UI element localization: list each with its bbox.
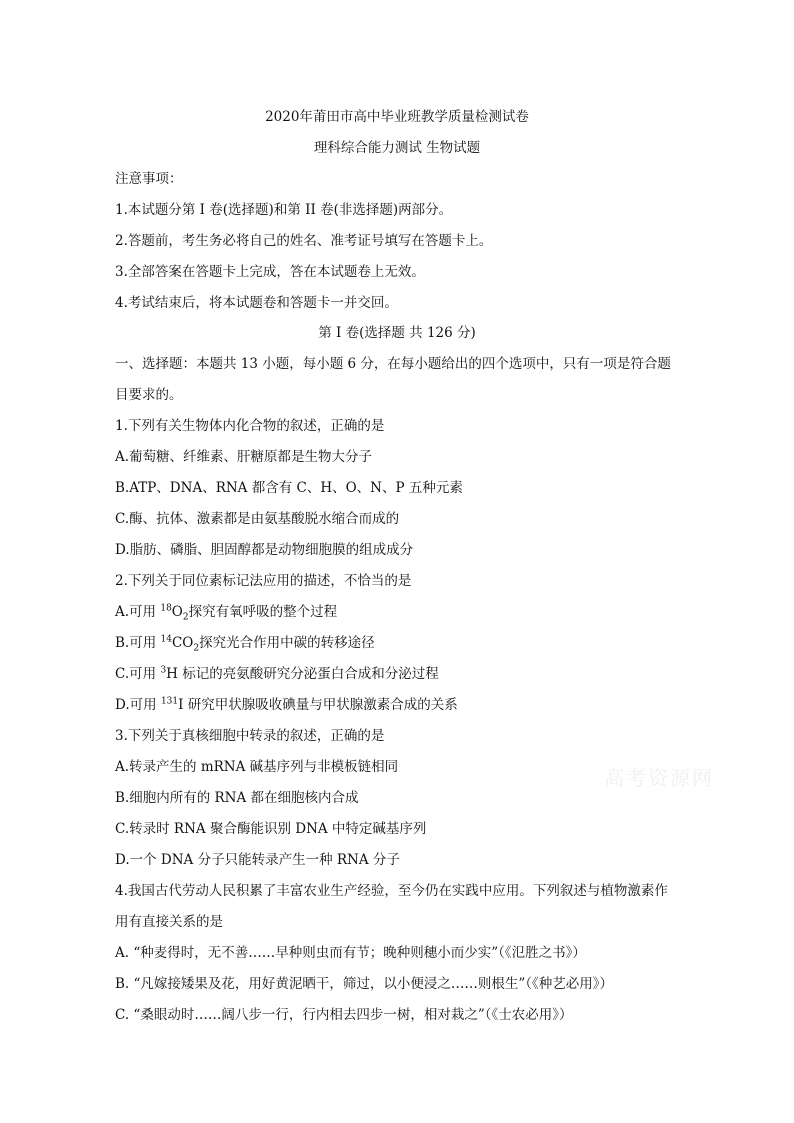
- notice-heading: 注意事项：: [115, 171, 183, 187]
- question-4-stem-cont: 用有直接关系的是: [115, 914, 223, 930]
- exam-title: 2020年莆田市高中毕业班教学质量检测试卷: [265, 109, 529, 125]
- question-3-option-c: C.转录时 RNA 聚合酶能识别 DNA 中特定碱基序列: [115, 821, 427, 837]
- section-instruction: 一、选择题：本题共 13 小题，每小题 6 分，在每小题给出的四个选项中，只有一项是符合题: [115, 356, 671, 372]
- question-4-stem: 4.我国古代劳动人民积累了丰富农业生产经验，至今仍在实践中应用。下列叙述与植物激素作: [115, 883, 668, 899]
- notice-item: 1.本试题分第 I 卷(选择题)和第 II 卷(非选择题)两部分。: [115, 202, 453, 218]
- question-4-option-a: A. “种麦得时，无不善……早种则虫而有节；晚种则穗小而少实”（《氾胜之书》）: [115, 945, 586, 961]
- notice-item: 4.考试结束后，将本试题卷和答题卡一并交回。: [115, 295, 398, 311]
- question-1-option-d: D.脂肪、磷脂、胆固醇都是动物细胞膜的组成成分: [115, 542, 414, 558]
- question-2-option-d: D.可用 $^{131}$I 研究甲状腺吸收碘量与甲状腺激素合成的关系: [115, 696, 458, 713]
- question-1-stem: 1.下列有关生物体内化合物的叙述，正确的是: [115, 418, 385, 434]
- section-instruction-cont: 目要求的。: [115, 387, 183, 403]
- question-2-option-a: A.可用 $^{18}O_2$探究有氧呼吸的整个过程: [115, 603, 338, 623]
- question-3-option-b: B.细胞内所有的 RNA 都在细胞核内合成: [115, 790, 359, 806]
- question-1-option-a: A.葡萄糖、纤维素、肝糖原都是生物大分子: [115, 449, 373, 465]
- question-3-option-a: A.转录产生的 mRNA 碱基序列与非模板链相同: [115, 759, 399, 775]
- notice-item: 3.全部答案在答题卡上完成，答在本试题卷上无效。: [115, 264, 425, 280]
- question-3-stem: 3.下列关于真核细胞中转录的叙述，正确的是: [115, 728, 385, 744]
- question-3-option-d: D.一个 DNA 分子只能转录产生一种 RNA 分子: [115, 852, 400, 868]
- question-2-stem: 2.下列关于同位素标记法应用的描述，不恰当的是: [115, 573, 412, 589]
- exam-subtitle: 理科综合能力测试 生物试题: [313, 140, 481, 156]
- question-2-option-b: B.可用 $^{14}CO_2$探究光合作用中碳的转移途径: [115, 634, 375, 654]
- section-title: 第 I 卷(选择题 共 126 分): [318, 325, 476, 341]
- question-1-option-b: B.ATP、DNA、RNA 都含有 C、H、O、N、P 五种元素: [115, 480, 463, 496]
- question-2-option-c: C.可用 $^3$H 标记的亮氨酸研究分泌蛋白合成和分泌过程: [115, 665, 439, 682]
- question-4-option-c: C. “桑眼动时……阔八步一行，行内相去四步一树，相对栽之”（《士农必用》）: [115, 1007, 573, 1023]
- watermark: 高考资源网: [604, 766, 714, 790]
- question-1-option-c: C.酶、抗体、激素都是由氨基酸脱水缩合而成的: [115, 511, 400, 527]
- question-4-option-b: B. “凡嫁接矮果及花，用好黄泥晒干，筛过，以小便浸之……则根生”（《种艺必用》）: [115, 976, 614, 992]
- notice-item: 2.答题前，考生务必将自己的姓名、准考证号填写在答题卡上。: [115, 233, 493, 249]
